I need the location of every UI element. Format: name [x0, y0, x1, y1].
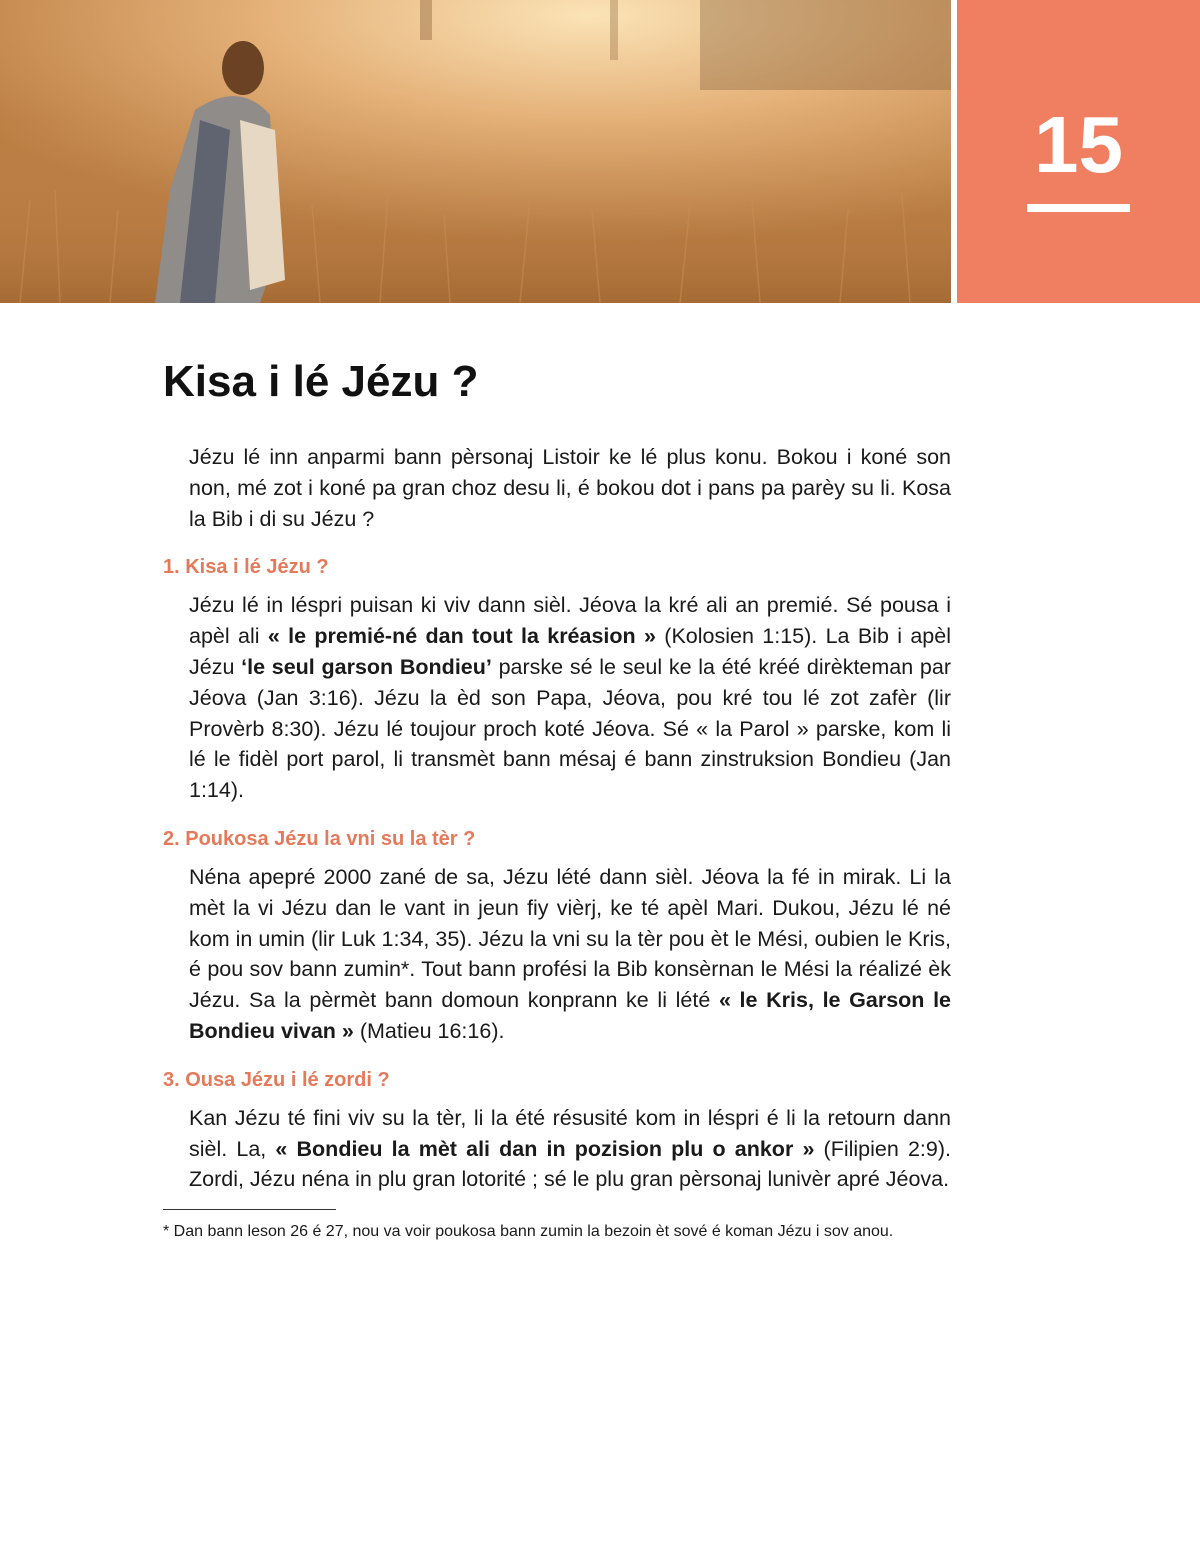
scripture-quote: « le premié-né dan tout la kréasion » [267, 624, 656, 649]
jesus-walking-in-field-image [0, 0, 951, 303]
header-photo [0, 0, 951, 303]
answer-text: (Matieu 16:16). [353, 1018, 505, 1043]
answer-text: Kan Jézu té fini viv su la tèr, li la été résusité kom in léspri é li la retourn dann sièl. La, [189, 1105, 951, 1161]
question-heading: 1. Kisa i lé Jézu ? [163, 556, 329, 579]
answer-text: (Filipien 2:9). Zordi, Jézu néna in plu gran lotorité ; sé le plu gran pèrsonaj lunivèr apré Jéova. [189, 1136, 951, 1192]
lesson-number: 15 [1034, 100, 1123, 189]
scripture-quote: « Bondieu la mèt ali dan in pozision plu o ankor » [275, 1136, 815, 1161]
lesson-number-tab [957, 0, 1200, 303]
lesson-number-underline [1027, 204, 1130, 212]
intro-paragraph: Jézu lé inn anparmi bann pèrsonaj Listoir ke lé plus konu. Bokou i koné son non, mé zot i koné pa gran choz desu li, é bokou dot i pans pa parèy su li. Kosa la Bib i di su Jézu ? [189, 445, 951, 531]
section-3 [163, 1065, 951, 1195]
footnote-divider [163, 1209, 336, 1210]
answer-paragraph [189, 1103, 951, 1195]
answer-text: (Kolosien 1:15). La Bib i apèl Jézu [189, 624, 952, 679]
section-2 [163, 824, 951, 1047]
answer-text: parske sé le seul ke la été kréé dirèkteman par Jéova (Jan 3:16). Jézu la èd son Papa, Jéova, pou kré tou lé zot zafèr (lir Provèrb 8:30). Jézu lé toujour proch koté Jéova. Sé « la Parol » parske, kom li lé le fidèl port parol, li transmèt bann mésaj é bann zinstruksion Bondieu (Jan 1:14). [189, 654, 952, 803]
scripture-quote: « le Kris, le Garson le Bondieu vivan » [189, 988, 952, 1043]
question-heading: 3. Ousa Jézu i lé zordi ? [163, 1068, 390, 1091]
answer-paragraph [189, 862, 951, 1047]
section-1 [163, 552, 951, 806]
footnote: * Dan bann leson 26 é 27, nou va voir poukosa bann zumin la bezoin èt sové é koman Jézu i sov anou. [163, 1223, 894, 1241]
lesson-content [163, 442, 951, 1242]
answer-text: Jézu lé in léspri puisan ki viv dann sièl. Jéova la kré ali an premié. Sé pousa i apèl ali [189, 593, 951, 649]
scripture-quote: ‘le seul garson Bondieu’ [241, 654, 492, 679]
answer-text: Néna apepré 2000 zané de sa, Jézu lété dann sièl. Jéova la fé in mirak. Li la mèt la vi Jézu dan le vant in jeun fiy vièrj, ke té apèl Mari. Dukou, Jézu lé né kom in umin (lir Luk 1:34, 35). Jézu la vni su la tèr pou èt le Mési, oubien le Kris, é pou sov bann zumin*. Tout bann profési la Bib konsèrnan le Mési la réalizé èk Jézu. Sa la pèrmèt bann domoun konprann ke li lété [189, 864, 951, 1013]
question-heading: 2. Poukosa Jézu la vni su la tèr ? [163, 827, 476, 850]
answer-paragraph [189, 590, 951, 806]
page-title: Kisa i lé Jézu ? [163, 357, 479, 406]
